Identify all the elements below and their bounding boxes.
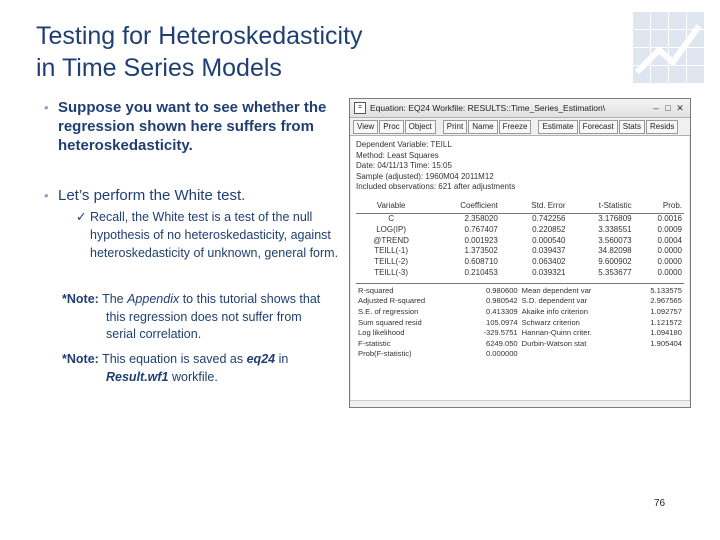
page-number: 76 xyxy=(654,498,666,509)
cell: 2.358020 xyxy=(464,213,498,223)
stat-value: 1.905404 xyxy=(650,338,682,348)
stat-value: 1.094180 xyxy=(650,328,682,338)
stat-value: 0.413309 xyxy=(485,306,518,316)
note2-workfile: Result.wf1 xyxy=(106,369,169,384)
stat-label: Akaike info criterion xyxy=(521,306,588,316)
cell: 0.0000 xyxy=(657,267,682,277)
eviews-equation-window[interactable] xyxy=(349,98,691,408)
minimize-icon[interactable]: – xyxy=(653,103,659,113)
estimate-button[interactable]: Estimate xyxy=(538,120,577,134)
sub-bullet-recall xyxy=(76,208,346,262)
note2-eq-name: eq24 xyxy=(246,352,276,366)
stat-value xyxy=(631,349,684,360)
print-button[interactable]: Print xyxy=(443,120,467,134)
stats-row xyxy=(356,296,684,307)
stat-value: 105.0974 xyxy=(485,317,518,327)
stat-label: Mean dependent var xyxy=(521,285,592,295)
stat-label: Sum squared resid xyxy=(358,317,422,327)
view-button[interactable]: View xyxy=(353,120,378,134)
note-label: *Note: xyxy=(62,292,99,306)
note2-text-c: workfile. xyxy=(172,369,218,384)
cell: 3.338551 xyxy=(598,224,632,234)
col-prob: Prob. xyxy=(634,199,684,214)
stats-row xyxy=(356,328,684,339)
stat-label: Hannan-Quinn criter. xyxy=(521,328,592,338)
date-time: Date: 04/11/13 Time: 15:05 xyxy=(356,161,452,171)
bullet-dot-icon: • xyxy=(44,100,49,115)
cell: 0.039321 xyxy=(532,267,566,277)
col-coefficient: Coefficient xyxy=(426,199,500,214)
cell: 0.000540 xyxy=(532,235,566,245)
stat-value: 2.967565 xyxy=(650,296,682,306)
cell: 9.600902 xyxy=(598,257,632,267)
note-saved-equation xyxy=(62,351,332,386)
cell: 0.0000 xyxy=(657,257,682,267)
stats-button[interactable]: Stats xyxy=(619,120,645,134)
stat-value: 1.092757 xyxy=(650,306,682,316)
cell: C xyxy=(388,213,394,223)
close-icon[interactable]: ✕ xyxy=(676,102,684,113)
cell: 0.220852 xyxy=(532,224,566,234)
coefficient-table xyxy=(356,199,684,279)
cell: TEILL(-2) xyxy=(374,257,408,267)
stat-label: Schwarz criterion xyxy=(521,317,580,327)
forecast-button[interactable]: Forecast xyxy=(579,120,618,134)
resids-button[interactable]: Resids xyxy=(646,120,678,134)
bullet-white-test xyxy=(44,186,344,205)
stat-label: Log likelihood xyxy=(358,328,405,338)
stat-label: Prob(F-statistic) xyxy=(358,349,412,359)
cell: 5.353677 xyxy=(598,267,632,277)
cell: 3.176809 xyxy=(598,213,632,223)
title-line-2: in Time Series Models xyxy=(36,54,282,82)
cell: 0.608710 xyxy=(464,257,498,267)
stat-label xyxy=(520,349,631,360)
cell: 0.001923 xyxy=(464,235,498,245)
table-row xyxy=(356,246,684,257)
cell: 1.373502 xyxy=(464,246,498,256)
stats-row xyxy=(356,349,684,360)
cell: @TREND xyxy=(373,235,409,245)
stat-value: 5.133575 xyxy=(650,285,682,295)
cell: 0.0000 xyxy=(657,246,682,256)
note1-text-a: The xyxy=(102,292,124,306)
note1-text-b: to this tutorial shows that this regression does not suffer from serial correlation. xyxy=(106,292,321,341)
cell: 34.82098 xyxy=(598,246,632,256)
cell: 0.0004 xyxy=(657,235,682,245)
cell: 0.742256 xyxy=(532,213,566,223)
table-row xyxy=(356,236,684,247)
chart-logo-icon xyxy=(633,12,705,84)
observations: Included observations: 621 after adjustments xyxy=(356,182,516,192)
slide-title xyxy=(36,20,456,84)
col-std-error: Std. Error xyxy=(500,199,568,214)
bullet-dot-icon: • xyxy=(44,188,49,203)
cell: 0.063402 xyxy=(532,257,566,267)
table-row xyxy=(356,257,684,268)
regression-stats xyxy=(356,286,684,360)
note2-text-b: in xyxy=(278,352,289,366)
note-label: *Note: xyxy=(62,352,99,366)
cell: 0.0016 xyxy=(657,213,682,223)
proc-button[interactable]: Proc xyxy=(379,120,403,134)
stats-row xyxy=(356,286,684,297)
stats-row xyxy=(356,318,684,329)
window-titlebar[interactable] xyxy=(350,99,690,118)
bullet-white-test-text: Let’s perform the White test. xyxy=(58,187,246,204)
note-appendix xyxy=(62,291,332,344)
output-header xyxy=(356,140,684,193)
cell: 0.767407 xyxy=(464,224,498,234)
cell: LOG(IP) xyxy=(376,224,406,234)
table-row xyxy=(356,268,684,279)
sub-bullet-recall-text: Recall, the White test is a test of the null hypothesis of no heteroskedasticity, against heteroskedasticity of unknown, general form. xyxy=(90,210,339,260)
stat-value: 0.980600 xyxy=(485,285,518,295)
stat-label: Durbin-Watson stat xyxy=(521,338,587,348)
bullet-suppose-text: Suppose you want to see whether the regression shown here suffers from heteroskedasticity. xyxy=(58,99,327,154)
stat-value: 0.000000 xyxy=(485,349,518,359)
stat-value: 0.980542 xyxy=(485,296,518,306)
col-variable: Variable xyxy=(356,199,426,214)
freeze-button[interactable]: Freeze xyxy=(499,120,532,134)
cell: 0.210453 xyxy=(464,267,498,277)
object-button[interactable]: Object xyxy=(405,120,436,134)
cell: 0.0009 xyxy=(657,224,682,234)
note1-appendix: Appendix xyxy=(127,292,180,306)
stat-label: R-squared xyxy=(358,285,394,295)
cell: 0.039437 xyxy=(532,246,566,256)
checkmark-icon: ✓ xyxy=(76,210,87,224)
stat-label: F-statistic xyxy=(358,338,391,348)
stat-value: -329.5751 xyxy=(483,328,518,338)
equation-icon: = xyxy=(354,102,366,114)
maximize-icon[interactable]: □ xyxy=(665,103,671,113)
table-row xyxy=(356,225,684,236)
stats-row xyxy=(356,307,684,318)
note2-text-a: This equation is saved as xyxy=(102,352,244,366)
stat-value: 1.121572 xyxy=(650,317,682,327)
sample: Sample (adjusted): 1960M04 2011M12 xyxy=(356,171,494,181)
stat-value: 6249.050 xyxy=(485,338,518,348)
stat-label: Adjusted R-squared xyxy=(358,296,426,306)
method: Method: Least Squares xyxy=(356,150,439,160)
cell: TEILL(-1) xyxy=(374,246,408,256)
cell: 3.560073 xyxy=(598,235,632,245)
table-row xyxy=(356,213,684,224)
stat-label: S.E. of regression xyxy=(358,306,419,316)
stats-row xyxy=(356,339,684,350)
window-bottom-edge xyxy=(350,400,690,407)
name-button[interactable]: Name xyxy=(468,120,497,134)
stat-label: S.D. dependent var xyxy=(521,296,588,306)
estimation-output xyxy=(350,136,690,364)
dependent-variable: Dependent Variable: TEILL xyxy=(356,140,452,149)
bullet-suppose xyxy=(44,98,344,155)
title-line-1: Testing for Heteroskedasticity xyxy=(36,22,363,50)
col-t-statistic: t-Statistic xyxy=(568,199,634,214)
window-toolbar xyxy=(350,118,690,136)
window-title: Equation: EQ24 Workfile: RESULTS::Time_Series_Estimation\ xyxy=(370,103,606,113)
cell: TEILL(-3) xyxy=(374,267,408,277)
